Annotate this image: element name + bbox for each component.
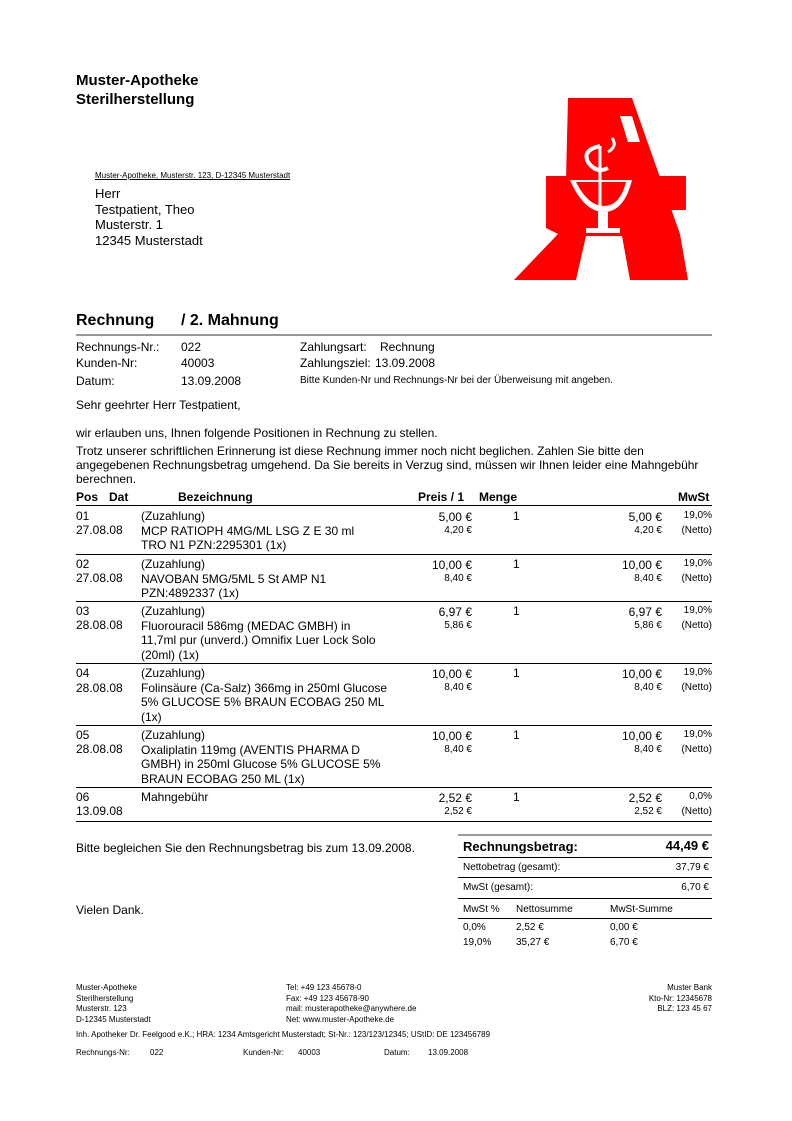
footer-rnr-label: Rechnungs-Nr: — [76, 1048, 130, 1057]
summary-divider — [458, 857, 712, 858]
footer-contact — [286, 983, 416, 1025]
row-pos: 05 — [76, 728, 90, 742]
desc-line: (20ml) (1x) — [141, 647, 200, 662]
row-price: 6,97 € — [438, 605, 472, 619]
row-price: 2,52 € — [438, 791, 472, 805]
footer-datum-value: 13.09.2008 — [428, 1048, 469, 1057]
footer-knr-label: Kunden-Nr: — [243, 1048, 284, 1057]
footer-line: Muster Bank — [667, 983, 712, 992]
row-total-net: 2,52 € — [634, 806, 662, 817]
row-description — [141, 666, 387, 724]
desc-line: (1x) — [141, 709, 162, 724]
row-price-net: 8,40 € — [444, 682, 472, 693]
desc-line: (Zuzahlung) — [141, 509, 206, 523]
row-vat: 19,0% — [683, 510, 712, 521]
datum-label: Datum: — [76, 374, 115, 388]
kundennr-label: Kunden-Nr: — [76, 356, 138, 370]
footer-legal: Inh. Apotheker Dr. Feelgood e.K.; HRA: 1234 Amtsgericht Musterstadt; St-Nr.: 123/123/12345; UStID: DE 123456789 — [76, 1030, 491, 1039]
row-total: 6,97 € — [628, 605, 662, 619]
row-price: 10,00 € — [431, 558, 472, 572]
row-description — [141, 604, 376, 662]
payment-note: Bitte begleichen Sie den Rechnungsbetrag bis zum 13.09.2008. — [76, 841, 415, 855]
net-label: Nettobetrag (gesamt): — [463, 862, 561, 873]
row-price-net: 8,40 € — [444, 744, 472, 755]
row-date: 28.08.08 — [76, 681, 123, 695]
zahlungsziel-value: 13.09.2008 — [375, 356, 436, 370]
footer-line: Sterilherstellung — [76, 993, 134, 1003]
desc-line: 11,7ml pur (unverd.) Omnifix Luer Lock Solo — [141, 633, 376, 647]
net-value: 37,79 € — [675, 862, 709, 873]
row-total-net: 8,40 € — [634, 573, 662, 584]
salutation: Sehr geehrter Herr Testpatient, — [76, 398, 241, 412]
footer-rnr-value: 022 — [150, 1048, 164, 1057]
row-description: Mahngebühr — [141, 790, 209, 804]
reminder-text — [76, 444, 698, 486]
row-vat: 19,0% — [683, 667, 712, 678]
desc-line: (Zuzahlung) — [141, 728, 206, 742]
intro-text: wir erlauben uns, Ihnen folgende Positionen in Rechnung zu stellen. — [76, 426, 438, 440]
vat-table-header: MwSt % — [463, 904, 500, 915]
zahlungsart-label: Zahlungsart: — [300, 340, 367, 354]
footer-bank — [560, 983, 712, 1015]
table-bottom-divider — [76, 821, 712, 822]
zahlungsziel-label: Zahlungsziel: — [300, 356, 371, 370]
zahlungsart-value: Rechnung — [380, 340, 435, 354]
row-date: 28.08.08 — [76, 742, 123, 756]
invoice-title: Rechnung — [76, 312, 155, 329]
desc-line: GMBH) in 250ml Glucose 5% GLUCOSE 5% — [141, 757, 381, 771]
footer-knr-value: 40003 — [298, 1048, 321, 1057]
recipient-line: Musterstr. 1 — [95, 217, 163, 232]
reminder-line: angegebenen Rechnungsbetrag umgehend. Da Sie bereits in Verzug sind, müssen wir Ihnen leider eine Mahngebühr — [76, 458, 699, 472]
vat-cell: 2,52 € — [516, 922, 544, 933]
col-header-dat: Dat — [109, 490, 129, 504]
footer-line: Kto-Nr: 12345678 — [648, 993, 712, 1003]
row-qty: 1 — [513, 604, 520, 618]
desc-line: BRAUN ECOBAG 250 ML (1x) — [141, 771, 305, 786]
row-description — [141, 728, 380, 786]
row-qty: 1 — [513, 557, 520, 571]
desc-line: TRO N1 PZN:2295301 (1x) — [141, 538, 287, 552]
row-pos: 02 — [76, 557, 90, 571]
rechnungsnr-value: 022 — [181, 340, 202, 354]
col-header-pos: Pos — [76, 490, 99, 504]
footer-datum-label: Datum: — [384, 1048, 410, 1057]
row-price-net: 5,86 € — [444, 620, 472, 631]
thanks-text: Vielen Dank. — [76, 903, 144, 917]
desc-line: Fluorouracil 586mg (MEDAC GMBH) in — [141, 618, 351, 633]
reminder-line: Trotz unserer schriftlichen Erinnerung ist diese Rechnung immer noch nicht beglichen. Zahlen Sie bitte den — [76, 444, 644, 458]
company-subtitle: Sterilherstellung — [76, 91, 195, 108]
desc-line: PZN:4892337 (1x) — [141, 586, 240, 600]
vat-cell: 0,00 € — [610, 922, 638, 933]
total-value: 44,49 € — [665, 838, 709, 853]
row-total: 10,00 € — [621, 667, 662, 681]
row-total: 2,52 € — [628, 791, 662, 805]
row-vat-note: (Netto) — [681, 525, 712, 536]
row-price: 10,00 € — [431, 729, 472, 743]
desc-line: 5% GLUCOSE 5% BRAUN ECOBAG 250 ML — [141, 695, 385, 709]
row-divider — [76, 787, 712, 788]
row-divider — [76, 554, 712, 555]
row-date: 27.08.08 — [76, 523, 123, 537]
desc-line: (Zuzahlung) — [141, 604, 206, 618]
recipient-line: 12345 Musterstadt — [95, 232, 203, 248]
col-header-menge: Menge — [479, 490, 518, 504]
vat-table-header: Nettosumme — [516, 904, 573, 915]
row-total: 10,00 € — [621, 558, 662, 572]
summary-divider — [458, 877, 712, 878]
row-total-net: 5,86 € — [634, 620, 662, 631]
footer-line: Net: www.muster-Apotheke.de — [286, 1014, 395, 1024]
apotheke-logo-icon — [512, 86, 698, 282]
col-header-bezeichnung: Bezeichnung — [178, 490, 253, 504]
vat-cell: 0,0% — [463, 922, 486, 933]
row-price: 10,00 € — [431, 667, 472, 681]
row-vat-note: (Netto) — [681, 744, 712, 755]
col-header-preis: Preis / 1 — [418, 490, 465, 504]
sender-line: Muster-Apotheke, Musterstr. 123, D-12345 Musterstadt — [95, 171, 291, 180]
footer-line: Tel: +49 123 45678-0 — [286, 983, 362, 992]
title-divider — [76, 334, 712, 336]
footer-line: Musterstr. 123 — [76, 1004, 127, 1013]
row-total-net: 8,40 € — [634, 744, 662, 755]
row-vat-note: (Netto) — [681, 806, 712, 817]
desc-line: MCP RATIOPH 4MG/ML LSG Z E 30 ml — [141, 523, 355, 538]
row-total-net: 4,20 € — [634, 525, 662, 536]
row-date: 28.08.08 — [76, 618, 123, 632]
row-qty: 1 — [513, 728, 520, 742]
row-pos: 04 — [76, 666, 90, 680]
row-total: 5,00 € — [628, 510, 662, 524]
vat-cell: 6,70 € — [610, 937, 638, 948]
row-vat: 19,0% — [683, 729, 712, 740]
row-qty: 1 — [513, 666, 520, 680]
datum-value: 13.09.2008 — [181, 374, 242, 388]
footer-address — [76, 983, 151, 1025]
rechnungsnr-label: Rechnungs-Nr.: — [76, 340, 160, 354]
recipient-line: Herr — [95, 186, 121, 201]
payment-hint: Bitte Kunden-Nr und Rechnungs-Nr bei der Überweisung mit angeben. — [300, 375, 613, 386]
row-divider — [76, 663, 712, 664]
row-pos: 03 — [76, 604, 90, 618]
row-date: 27.08.08 — [76, 571, 123, 585]
recipient-line: Testpatient, Theo — [95, 201, 195, 217]
col-header-mwst: MwSt — [678, 490, 710, 504]
vat-label: MwSt (gesamt): — [463, 882, 534, 893]
recipient-address — [95, 186, 203, 248]
row-vat-note: (Netto) — [681, 682, 712, 693]
invoice-subtitle: / 2. Mahnung — [181, 312, 279, 329]
vat-value: 6,70 € — [681, 882, 709, 893]
kundennr-value: 40003 — [181, 356, 215, 370]
row-qty: 1 — [513, 790, 520, 804]
summary-divider — [458, 898, 712, 899]
row-total-net: 8,40 € — [634, 682, 662, 693]
row-divider — [76, 725, 712, 726]
row-vat-note: (Netto) — [681, 573, 712, 584]
desc-line: (Zuzahlung) — [141, 557, 206, 571]
desc-line: Oxaliplatin 119mg (AVENTIS PHARMA D — [141, 742, 360, 757]
row-price: 5,00 € — [438, 510, 472, 524]
footer-line: BLZ: 123 45 67 — [657, 1004, 712, 1013]
row-vat: 19,0% — [683, 605, 712, 616]
row-total: 10,00 € — [621, 729, 662, 743]
row-price-net: 4,20 € — [444, 525, 472, 536]
row-description — [141, 557, 326, 601]
row-vat: 19,0% — [683, 558, 712, 569]
row-vat: 0,0% — [689, 791, 712, 802]
footer-line: Fax: +49 123 45678-90 — [286, 993, 369, 1003]
row-vat-note: (Netto) — [681, 620, 712, 631]
desc-line: (Zuzahlung) — [141, 666, 206, 680]
footer-line: D-12345 Musterstadt — [76, 1014, 151, 1024]
footer-line: mail: musterapotheke@anywhere.de — [286, 1004, 417, 1013]
table-header-divider — [76, 505, 712, 506]
row-price-net: 2,52 € — [444, 806, 472, 817]
row-divider — [76, 601, 712, 602]
row-date: 13.09.08 — [76, 804, 123, 818]
reminder-line: berechnen. — [76, 472, 137, 486]
vat-cell: 35,27 € — [516, 937, 550, 948]
row-pos: 01 — [76, 509, 90, 523]
desc-line: NAVOBAN 5MG/5ML 5 St AMP N1 — [141, 571, 327, 586]
footer-line: Muster-Apotheke — [76, 983, 137, 992]
total-label: Rechnungsbetrag: — [463, 839, 578, 854]
row-qty: 1 — [513, 509, 520, 523]
row-price-net: 8,40 € — [444, 573, 472, 584]
vat-cell: 19,0% — [463, 937, 492, 948]
desc-line: Folinsäure (Ca-Salz) 366mg in 250ml Glucose — [141, 680, 388, 695]
vat-table-divider — [458, 918, 712, 919]
vat-table-header: MwSt-Summe — [610, 904, 673, 915]
company-name: Muster-Apotheke — [76, 72, 199, 89]
row-pos: 06 — [76, 790, 90, 804]
summary-top-divider — [458, 834, 712, 836]
row-description — [141, 509, 354, 553]
